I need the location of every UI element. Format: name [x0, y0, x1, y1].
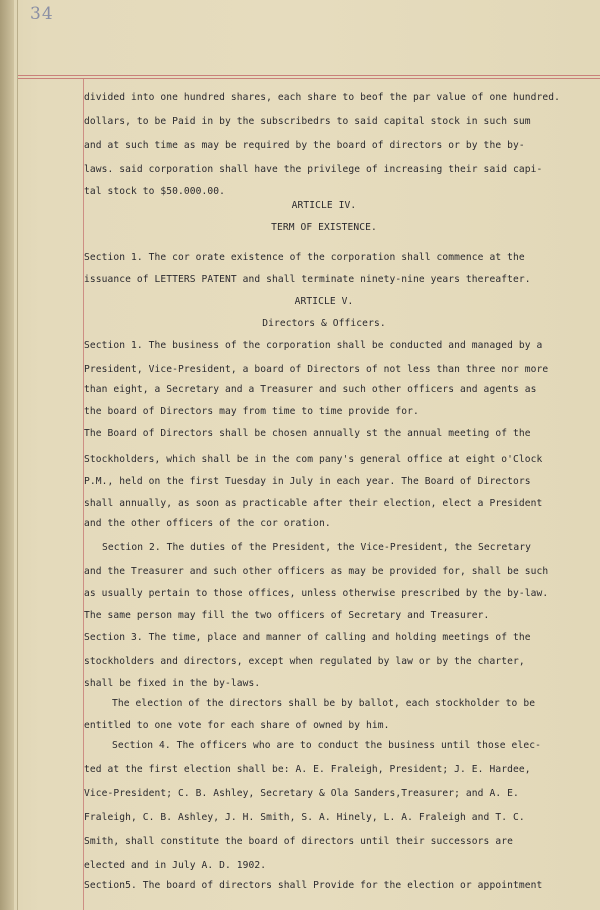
text-line: shall annually, as soon as practicable after their election, elect a President — [84, 498, 543, 509]
text-line: Smith, shall constitute the board of directors until their successors are — [84, 836, 513, 847]
text-line: The election of the directors shall be by ballot, each stockholder to be — [112, 698, 536, 709]
text-line: issuance of LETTERS PATENT and shall terminate ninety-nine years thereafter. — [84, 274, 531, 285]
binding-line — [17, 0, 18, 910]
page-number: 34 — [30, 4, 54, 24]
header-rule-top — [18, 75, 600, 76]
text-line: than eight, a Secretary and a Treasurer and such other officers and agents as — [84, 384, 537, 395]
text-line: and the Treasurer and such other officers as may be provided for, shall be such — [84, 566, 549, 577]
text-line: as usually pertain to those offices, unless otherwise prescribed by the by-law. — [84, 588, 549, 599]
text-line: laws. said corporation shall have the privilege of increasing their said capi- — [84, 164, 543, 175]
article-heading: ARTICLE V. — [294, 296, 354, 307]
text-line: Vice-President; C. B. Ashley, Secretary & Ola Sanders,Treasurer; and A. E. — [84, 788, 519, 799]
text-line: stockholders and directors, except when regulated by law or by the charter, — [84, 656, 525, 667]
text-line: tal stock to $50.000.00. — [84, 186, 226, 197]
text-line: Section 1. The business of the corporation shall be conducted and managed by a — [84, 340, 543, 351]
text-line: entitled to one vote for each share of owned by him. — [84, 720, 390, 731]
text-line: Section 3. The time, place and manner of calling and holding meetings of the — [84, 632, 531, 643]
text-line: The same person may fill the two officers of Secretary and Treasurer. — [84, 610, 490, 621]
book-binding — [0, 0, 14, 910]
article-heading: TERM OF EXISTENCE. — [271, 222, 377, 233]
text-line: P.M., held on the first Tuesday in July in each year. The Board of Directors — [84, 476, 531, 487]
text-line: President, Vice-President, a board of Directors of not less than three nor more — [84, 364, 549, 375]
text-line: Fraleigh, C. B. Ashley, J. H. Smith, S. A. Hinely, L. A. Fraleigh and T. C. — [84, 812, 525, 823]
text-line: Section 1. The cor orate existence of the corporation shall commence at the — [84, 252, 525, 263]
article-heading: ARTICLE IV. — [291, 200, 357, 211]
text-line: elected and in July A. D. 1902. — [84, 860, 267, 871]
text-line: Section 2. The duties of the President, the Vice-President, the Secretary — [102, 542, 531, 553]
text-line: Section5. The board of directors shall Provide for the election or appointment — [84, 880, 543, 891]
text-line: The Board of Directors shall be chosen annually st the annual meeting of the — [84, 428, 531, 439]
text-line: the board of Directors may from time to time provide for. — [84, 406, 419, 417]
header-rule-bottom — [18, 78, 600, 79]
text-line: divided into one hundred shares, each share to beof the par value of one hundred. — [84, 92, 560, 103]
text-line: and at such time as may be required by the board of directors or by the by- — [84, 140, 525, 151]
text-line: and the other officers of the cor oration. — [84, 518, 331, 529]
text-line: Section 4. The officers who are to conduct the business until those elec- — [112, 740, 541, 751]
text-line: shall be fixed in the by-laws. — [84, 678, 261, 689]
text-line: ted at the first election shall be: A. E. Fraleigh, President; J. E. Hardee, — [84, 764, 531, 775]
article-heading: Directors & Officers. — [262, 318, 386, 329]
text-line: Stockholders, which shall be in the com pany's general office at eight o'Clock — [84, 454, 543, 465]
text-line: dollars, to be Paid in by the subscribedrs to said capital stock in such sum — [84, 116, 531, 127]
